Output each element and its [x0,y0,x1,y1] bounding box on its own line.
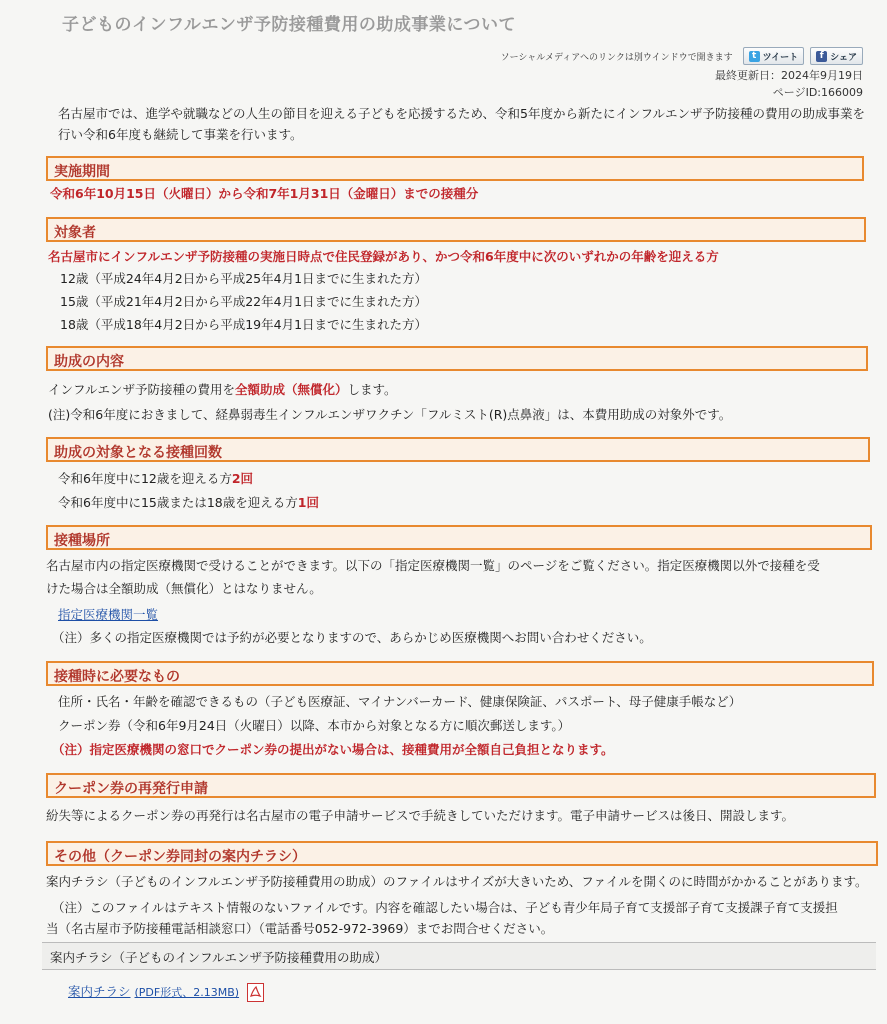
period-text: 令和6年10月15日（火曜日）から令和7年1月31日（金曜日）までの接種分 [50,186,479,201]
place-note: （注）多くの指定医療機関では予約が必要となりますので、あらかじめ医療機関へお問い合わせください。 [52,630,652,645]
other-note-1: （注）このファイルはテキスト情報のないファイルです。内容を確認したい場合は、子ども青少年局子育て支援部子育て支援課子育て支援担 [52,900,838,915]
content-pre: インフルエンザ予防接種の費用を [48,382,236,397]
attachment-caption-bar [42,942,876,970]
reissue-text: 紛失等によるクーポン券の再発行は名古屋市の電子申請サービスで手続きしていただけます。電子申請サービスは後日、開設します。 [46,808,795,823]
heading-content: 助成の内容 [46,346,868,371]
count-item-1-text: 令和6年度中に12歳を迎える方 [58,471,232,486]
target-item: 15歳（平成21年4月2日から平成22年4月1日までに生まれた方） [60,294,428,309]
last-updated: 最終更新日：2024年9月19日 [715,69,863,82]
needs-warning: （注）指定医療機関の窓口でクーポン券の提出がない場合は、接種費用が全額自己負担となります。 [52,742,614,757]
intro-text: 名古屋市では、進学や就職などの人生の節目を迎える子どもを応援するため、令和5年度から新たにインフルエンザ予防接種の費用の助成事業を行い令和6年度も継続して事業を行います。 [58,106,865,142]
count-item-2 [58,493,319,511]
count-item-2-value: 1回 [297,495,319,510]
heading-reissue: クーポン券の再発行申請 [46,773,876,798]
page-id: ページID:166009 [772,86,863,99]
target-item: 12歳（平成24年4月2日から平成25年4月1日までに生まれた方） [60,271,428,286]
heading-target: 対象者 [46,217,866,242]
target-lead: 名古屋市にインフルエンザ予防接種の実施日時点で住民登録があり、かつ令和6年度中に次のいずれかの年齢を迎える方 [48,249,719,264]
content-note: (注)令和6年度におきまして、経鼻弱毒生インフルエンザワクチン「フルミスト(R)点鼻液」は、本費用助成の対象外です。 [48,407,732,422]
content-post: します。 [347,382,397,397]
count-item-2-text: 令和6年度中に15歳または18歳を迎える方 [58,495,298,510]
facebook-icon: f [816,51,827,62]
designated-clinics-link[interactable]: 指定医療機関一覧 [58,607,159,622]
share-button[interactable] [810,47,863,65]
pdf-file-info[interactable]: (PDF形式、2.13MB) [134,986,240,999]
twitter-icon: t [749,51,760,62]
page-title: 子どものインフルエンザ予防接種費用の助成事業について [62,15,516,35]
needs-item-1: 住所・氏名・年齢を確認できるもの（子ども医療証、マイナンバーカード、健康保険証、パスポート、母子健康手帳など） [58,694,742,709]
content-text [48,380,397,398]
attachment-row [68,982,264,1002]
pdf-icon[interactable] [247,983,264,1002]
share-label: シェア [830,52,857,63]
place-text-1: 名古屋市内の指定医療機関で受けることができます。以下の「指定医療機関一覧」のページをご覧ください。指定医療機関以外で接種を受 [46,558,820,573]
social-note: ソーシャルメディアへのリンクは別ウインドウで開きます [500,52,733,63]
place-text-2: けた場合は全額助成（無償化）とはなりません。 [46,581,322,596]
count-item-1 [58,469,253,487]
heading-period: 実施期間 [46,156,864,181]
other-text: 案内チラシ（子どものインフルエンザ予防接種費用の助成）のファイルはサイズが大きいため、ファイルを開くのに時間がかかることがあります。 [46,874,868,889]
heading-count: 助成の対象となる接種回数 [46,437,870,462]
attachment-caption: 案内チラシ（子どものインフルエンザ予防接種費用の助成） [50,950,388,965]
heading-needs: 接種時に必要なもの [46,661,874,686]
target-item: 18歳（平成18年4月2日から平成19年4月1日までに生まれた方） [60,317,428,332]
tweet-label: ツイート [762,52,799,63]
heading-other: その他（クーポン券同封の案内チラシ） [46,841,878,866]
social-bar [501,47,863,65]
needs-item-2: クーポン券（令和6年9月24日（火曜日）以降、本市から対象となる方に順次郵送します。） [58,718,571,733]
heading-place: 接種場所 [46,525,872,550]
pdf-download-link[interactable]: 案内チラシ [68,984,131,999]
content-highlight: 全額助成（無償化） [235,382,348,397]
tweet-button[interactable] [743,47,805,65]
other-note-2: 当（名古屋市予防接種電話相談窓口）（電話番号052-972-3969）までお問合せください。 [46,921,554,936]
count-item-1-value: 2回 [231,471,254,486]
